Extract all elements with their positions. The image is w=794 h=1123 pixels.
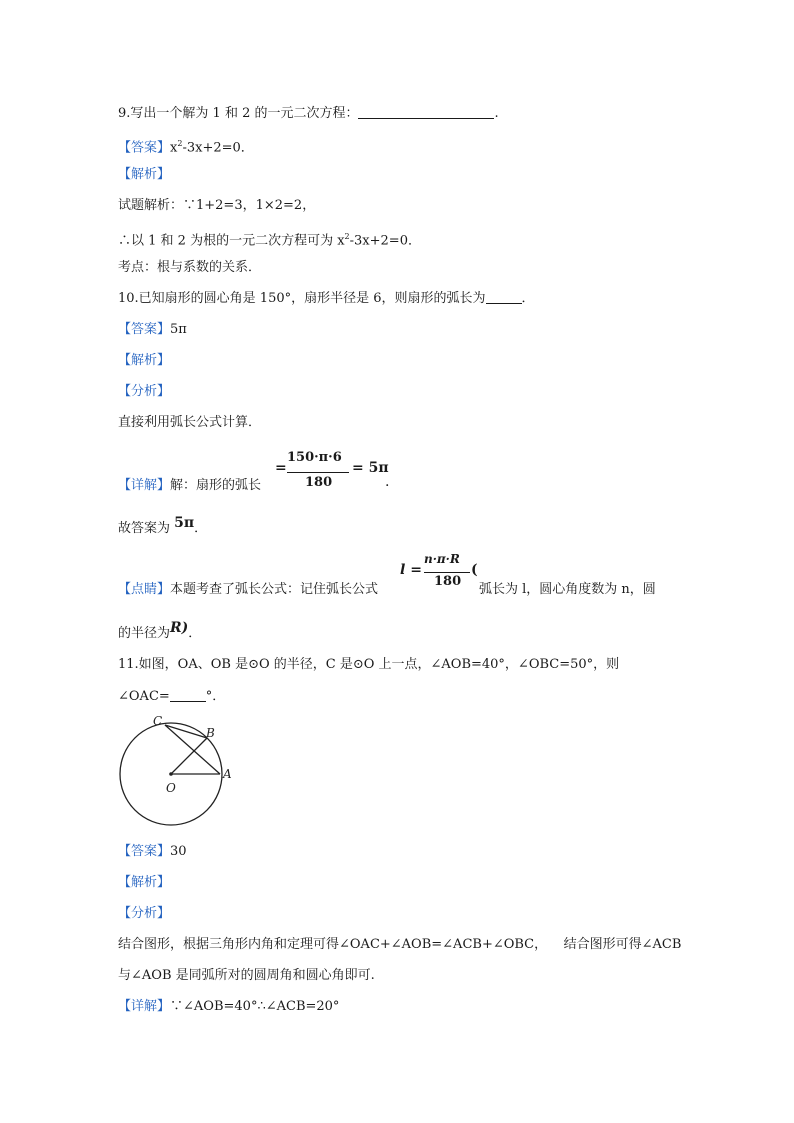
label-c: C [153,714,163,728]
label-o: O [166,781,176,795]
q10-analysis-tag: 【解析】 [118,353,171,368]
q10-fenxi-tag: 【分析】 [118,384,171,399]
q10-eq-result: = 5π [352,460,389,476]
q10-detail: 【详解】解：扇形的弧长 [118,478,262,493]
q10-eq-sign: = [275,460,287,476]
q10-conclusion: 故答案为 5π． [118,515,208,536]
q11-analysis-tag: 【解析】 [118,875,171,890]
q10-comment-line2: 的半径为R)． [118,620,202,641]
label-a: A [223,767,232,781]
q11-question-line1: 11.如图，OA、OB 是⊙O 的半径，C 是⊙O 上一点，∠AOB=40°，∠OBC=50°，则 [118,657,620,672]
q11-fenxi-line2: 与∠AOB 是同弧所对的圆周角和圆心角即可. [118,968,375,983]
q11-question-line2: ∠OAC= °． [118,689,226,704]
circle-figure [115,710,245,835]
fraction-denominator: 180 [305,475,333,490]
q10-comment: 【点睛】本题考查了弧长公式：记住弧长公式 [118,582,379,597]
q11-answer-blank[interactable] [170,687,206,702]
segment-cb [165,725,207,738]
q10-fenxi: 直接利用弧长公式计算． [118,415,262,430]
q10-comment-rest: 弧长为 l，圆心角度数为 n，圆 [479,582,656,597]
q9-answer-blank[interactable] [358,104,494,119]
fraction-numerator: 150·π·6 [287,450,342,465]
q10-period: . [385,474,390,490]
q9-analysis-tag: 【解析】 [118,167,171,182]
q9-analysis-line1: 试题解析：∵1+2=3，1×2=2， [118,198,316,213]
q10-answer-blank[interactable] [486,289,522,304]
q9-question: 9.写出一个解为 1 和 2 的一元二次方程： . [118,106,499,121]
q11-detail: 【详解】∵∠AOB=40°∴∠ACB=20° [118,999,340,1014]
q10-answer: 【答案】5π [118,322,187,337]
segment-ob [171,738,207,774]
label-b: B [206,726,215,740]
answer-tag: 【答案】 [118,140,171,156]
center-point [169,772,173,776]
formula-l: l = [400,562,422,578]
q9-analysis-line2: ∴以 1 和 2 为根的一元二次方程可为 $x^2-3x+2=0$． [118,232,421,249]
q10-question: 10.已知扇形的圆心角是 150°，扇形半径是 6，则扇形的弧长为 ． [118,291,535,306]
q9-point: 考点：根与系数的关系． [118,260,262,275]
q11-fenxi-line1: 结合图形，根据三角形内角和定理可得∠OAC+∠AOB=∠ACB+∠OBC， 结合图形可得∠ACB [118,937,682,952]
q11-fenxi-tag: 【分析】 [118,906,171,921]
formula-paren: ( [471,562,478,578]
q9-answer: 【答案】$x^2-3x+2=0$． [118,139,254,156]
fraction-bar [287,472,349,473]
q11-answer: 【答案】30 [118,844,187,859]
